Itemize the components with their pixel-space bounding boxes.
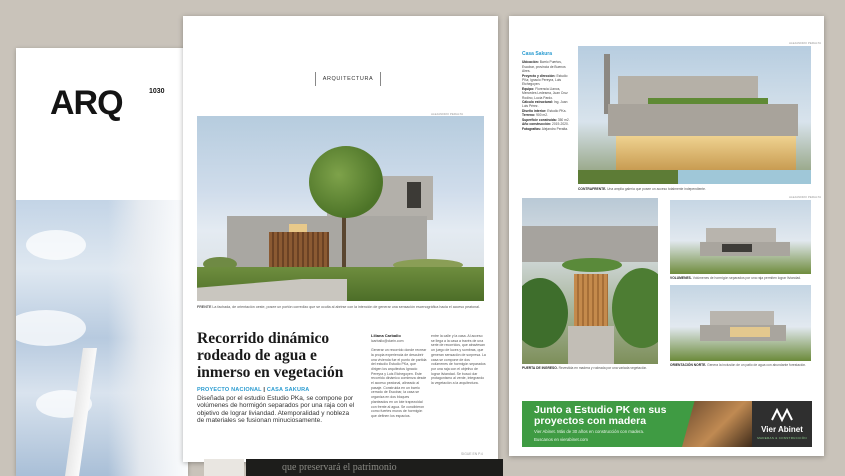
- entrance-photo: [522, 198, 658, 364]
- magazine-logo: ARQ: [50, 84, 123, 122]
- photo-credit: ALEJANDRO PERALTA: [789, 195, 822, 199]
- sheet-row: Terreno: 900 m2.: [522, 113, 548, 118]
- vier-abinet-logo-icon: [771, 408, 793, 422]
- page-continuation: SIGUE EN P.4: [461, 452, 483, 456]
- photo-credit: ALEJANDRO PERALTA: [431, 112, 464, 116]
- sheet-row: Cálculo estructural: Ing. Juan Luis Pérez.: [522, 100, 568, 109]
- hero-caption: [197, 305, 484, 310]
- sheet-row: Equipo: Florencia Llanos, Mercedes Ledesma, Juan Cruz Rodino, Lucía Pardo.: [522, 86, 568, 100]
- photo-credit: ALEJANDRO PERALTA: [789, 41, 822, 45]
- article-page-left: [183, 16, 498, 462]
- ad-wood-photo: [682, 401, 752, 447]
- sheet-row: Año construcción: 2019-2020.: [522, 122, 569, 127]
- entrance-caption: PUERTA DE INGRESO. Revestida en madera y rodeada por una variada vegetación.: [522, 366, 648, 370]
- article-column-1: [371, 334, 427, 419]
- vier-abinet-ad[interactable]: [522, 401, 812, 447]
- sheet-row: Proyecto y dirección: Estudio PKa; Ignacio Pereyra, Luis Etchegoyen.: [522, 73, 568, 87]
- sheet-row: Ubicación: Barrio Puertos, Escobar, provincia de Buenos Aires.: [522, 60, 566, 74]
- north-orientation-photo: [670, 285, 811, 361]
- magazine-cover: [16, 48, 188, 476]
- section-label-box: [315, 72, 381, 86]
- rear-facade-caption: CONTRAFRENTE. Una amplia galería que posee un acceso totalmente independiente.: [578, 187, 706, 191]
- project-sheet-title: Casa Sakura: [522, 51, 553, 57]
- bottom-page-edge: [204, 459, 244, 476]
- caption-label: FRENTE: [197, 305, 212, 309]
- project-tag: PROYECTO NACIONAL | CASA SAKURA: [197, 387, 310, 393]
- project-sheet: [522, 52, 572, 131]
- issue-number: 1030: [149, 88, 165, 95]
- article-column-2: [431, 334, 487, 386]
- author-email: lcarballo@clarin.com: [371, 338, 404, 343]
- column-2-text: entre la calle y la casa. Al acceso se llega a la casa a través de una serie de recorridos, que atraviesan un juego de luces y sombras, que generan sensación de sorpresa. La casa se compone de dos volúmenes de hormigón separados por una raja con el objetivo de lograr liviandad. Se buscó dar protagonismo al verde, integrando la vegetación a la arquitectura.: [431, 334, 486, 386]
- column-1-text: Generar un recorrido donde recrear la propia experiencia de descubrir una vivienda fue el punto de partida del estudio Estudio PKa, que dirigen los arquitectos Ignacio Pereyra y Luis Etchegoyen. Este recorrido dinámico comienza desde el acceso peatonal, alineado al pasaje. Construida en un barrio cerrado de Escobar, la casa se organiza en dos bloques planteados en un lote trapezoidal con frente al agua. Se concibieron como fuertes muros de hormigón que definen los espacios.: [371, 348, 427, 418]
- bottom-page-strip: [246, 459, 503, 476]
- article-page-right: [509, 16, 824, 456]
- bottom-strip-text: que preservará el patrimonio: [282, 462, 397, 473]
- sheet-row: Fotografías: Alejandro Peralta.: [522, 126, 569, 131]
- sheet-row: Superficie construida: 350 m2.: [522, 117, 570, 122]
- rear-facade-photo: [578, 46, 811, 184]
- project-label: PROYECTO NACIONAL: [197, 387, 262, 393]
- sheet-row: Diseño interior: Estudio PKa.: [522, 108, 567, 113]
- project-name: CASA SAKURA: [266, 387, 310, 393]
- volumes-caption: VOLUMENES. Volúmenes de hormigón separados por una raja permiten lograr liviandad.: [670, 276, 802, 280]
- ad-brand-tagline: MADERAS & CONSTRUCCIÓN: [757, 436, 807, 440]
- ad-url[interactable]: Buscanos en vierabinet.com: [534, 437, 588, 442]
- article-lead: Diseñada por el estudio Estudio PKa, se compone por volúmenes de hormigón separados por una raja con el objetivo de lograr liviandad. Atemporalidad y nobleza de materiales se fusionan minuciosamente.: [197, 395, 355, 424]
- caption-text: La fachada, de orientación oeste, posee un portón corredizo que se oculta al abrirse con la intención de generar una sensación escenográfica hacia el acceso peatonal.: [212, 305, 480, 309]
- north-orientation-caption: ORIENTACIÓN NORTE. Genera la inclusión de un patio de agua con abundante forestación.: [670, 363, 807, 367]
- hero-photo: [197, 116, 484, 301]
- cover-building-glass: [108, 200, 188, 476]
- author-name: Liliana Carballo: [371, 333, 401, 338]
- ad-brand-name: Vier Abinet: [761, 425, 803, 434]
- volumes-photo: [670, 200, 811, 274]
- ad-subtext: Vier Abinet. Más de 30 años en construcción con madera.: [534, 429, 645, 434]
- section-label: ARQUITECTURA: [322, 76, 374, 82]
- article-headline: Recorrido dinámico rodeado de agua e inmerso en vegetación: [197, 330, 344, 381]
- ad-headline: Junto a Estudio PK en sus proyectos con madera: [534, 404, 667, 427]
